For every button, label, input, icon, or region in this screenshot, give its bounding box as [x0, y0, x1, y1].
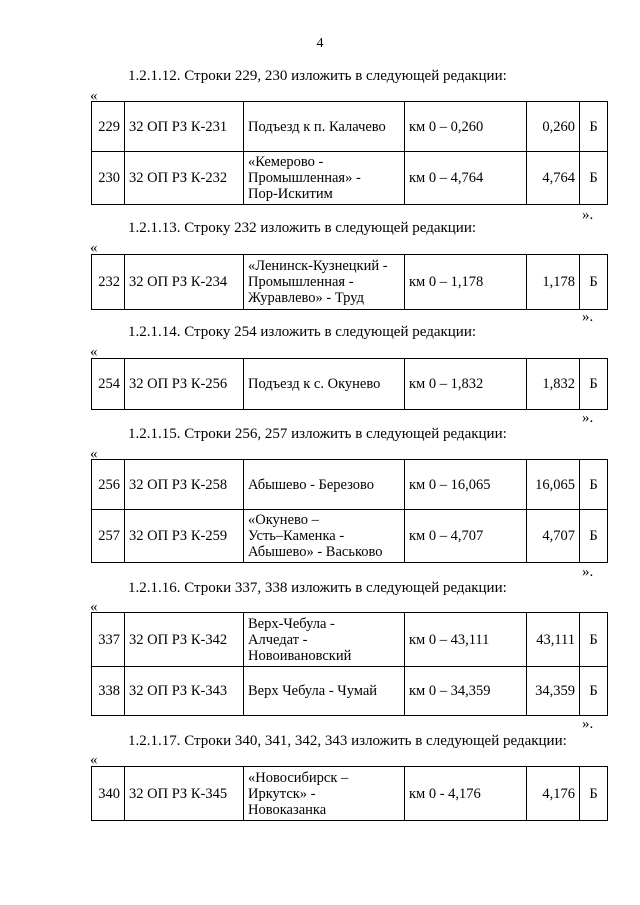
table-row: [92, 613, 608, 667]
km-range: км 0 – 0,260: [405, 102, 527, 152]
section-table: [91, 766, 608, 821]
section-table: [91, 254, 608, 310]
section-heading: 1.2.1.12. Строки 229, 230 изложить в следующей редакции:: [128, 68, 507, 84]
road-category: Б: [580, 767, 608, 821]
road-name-line: Подъезд к п. Калачево: [248, 118, 386, 135]
road-name: [244, 102, 405, 152]
close-quote: ».: [582, 207, 594, 223]
road-length: 16,065: [527, 460, 580, 510]
road-name-line: Промышленная» -: [248, 170, 361, 186]
road-length: 43,111: [527, 613, 580, 667]
road-code: 32 ОП РЗ К-234: [125, 255, 244, 310]
km-range: км 0 – 4,764: [405, 152, 527, 205]
road-code: 32 ОП РЗ К-345: [125, 767, 244, 821]
km-range: км 0 – 16,065: [405, 460, 527, 510]
road-name-line: «Кемерово -: [248, 154, 324, 170]
road-name-line: «Окунево –: [248, 512, 319, 528]
row-number: 254: [92, 359, 125, 410]
table-row: [92, 359, 608, 410]
road-name-line: Промышленная -: [248, 274, 354, 290]
road-name: [244, 613, 405, 667]
close-quote: ».: [582, 564, 594, 580]
section-table: [91, 358, 608, 410]
row-number: 337: [92, 613, 125, 667]
road-name-line: Алчедат -: [248, 631, 308, 648]
road-name-line: Новоивановский: [248, 647, 352, 664]
road-name-line: Новоказанка: [248, 801, 327, 818]
road-length: 4,707: [527, 510, 580, 563]
section-heading: 1.2.1.17. Строки 340, 341, 342, 343 изложить в следующей редакции:: [128, 733, 567, 749]
road-category: Б: [580, 667, 608, 716]
table-row: [92, 102, 608, 152]
road-code: 32 ОП РЗ К-343: [125, 667, 244, 716]
section-table: [91, 612, 608, 716]
road-length: 0,260: [527, 102, 580, 152]
row-number: 230: [92, 152, 125, 205]
row-number: 229: [92, 102, 125, 152]
open-quote: «: [90, 344, 98, 360]
road-name-line: Подъезд к с. Окунево: [248, 376, 381, 392]
road-category: Б: [580, 152, 608, 205]
row-number: 232: [92, 255, 125, 310]
road-name-line: Пор-Искитим: [248, 186, 333, 202]
section-heading: 1.2.1.16. Строки 337, 338 изложить в следующей редакции:: [128, 580, 507, 596]
section-heading: 1.2.1.13. Строку 232 изложить в следующей редакции:: [128, 220, 477, 236]
row-number: 257: [92, 510, 125, 563]
km-range: км 0 – 43,111: [405, 613, 527, 667]
road-length: 1,832: [527, 359, 580, 410]
road-name-line: Абышево» - Васьково: [248, 544, 383, 560]
road-length: 1,178: [527, 255, 580, 310]
table-row: [92, 510, 608, 563]
open-quote: «: [90, 446, 98, 462]
road-name: [244, 460, 405, 510]
km-range: км 0 – 34,359: [405, 667, 527, 716]
section-table: [91, 459, 608, 563]
open-quote: «: [90, 599, 98, 615]
section-heading: 1.2.1.14. Строку 254 изложить в следующей редакции:: [128, 324, 477, 340]
open-quote: «: [90, 240, 98, 256]
row-number: 256: [92, 460, 125, 510]
road-name: [244, 152, 405, 205]
open-quote: «: [90, 88, 98, 104]
table-row: [92, 767, 608, 821]
road-category: Б: [580, 255, 608, 310]
road-name: [244, 255, 405, 310]
road-code: 32 ОП РЗ К-231: [125, 102, 244, 152]
road-category: Б: [580, 460, 608, 510]
road-length: 4,764: [527, 152, 580, 205]
section-table: [91, 101, 608, 205]
road-code: 32 ОП РЗ К-258: [125, 460, 244, 510]
row-number: 338: [92, 667, 125, 716]
open-quote: «: [90, 752, 98, 768]
road-length: 34,359: [527, 667, 580, 716]
road-name-line: Иркутск» -: [248, 785, 316, 802]
road-code: 32 ОП РЗ К-232: [125, 152, 244, 205]
row-number: 340: [92, 767, 125, 821]
road-category: Б: [580, 510, 608, 563]
km-range: км 0 – 1,832: [405, 359, 527, 410]
road-name-line: Верх-Чебула -: [248, 615, 335, 632]
section-heading: 1.2.1.15. Строки 256, 257 изложить в следующей редакции:: [128, 426, 507, 442]
road-name: [244, 359, 405, 410]
road-category: Б: [580, 102, 608, 152]
road-name: [244, 767, 405, 821]
road-category: Б: [580, 613, 608, 667]
km-range: км 0 – 1,178: [405, 255, 527, 310]
road-name-line: Абышево - Березово: [248, 476, 375, 493]
road-name-line: «Ленинск-Кузнецкий -: [248, 258, 388, 274]
road-category: Б: [580, 359, 608, 410]
road-length: 4,176: [527, 767, 580, 821]
road-name-line: «Новосибирск –: [248, 769, 349, 786]
road-name-line: Усть–Каменка -: [248, 528, 345, 544]
page-number: 4: [316, 36, 324, 51]
road-code: 32 ОП РЗ К-342: [125, 613, 244, 667]
road-code: 32 ОП РЗ К-256: [125, 359, 244, 410]
road-name: [244, 667, 405, 716]
table-row: [92, 152, 608, 205]
km-range: км 0 - 4,176: [405, 767, 527, 821]
table-row: [92, 460, 608, 510]
road-name-line: Верх Чебула - Чумай: [248, 683, 378, 699]
close-quote: ».: [582, 410, 594, 426]
close-quote: ».: [582, 716, 594, 732]
road-code: 32 ОП РЗ К-259: [125, 510, 244, 563]
close-quote: ».: [582, 309, 594, 325]
km-range: км 0 – 4,707: [405, 510, 527, 563]
table-row: [92, 255, 608, 310]
table-row: [92, 667, 608, 716]
road-name-line: Журавлево» - Труд: [248, 290, 364, 306]
road-name: [244, 510, 405, 563]
